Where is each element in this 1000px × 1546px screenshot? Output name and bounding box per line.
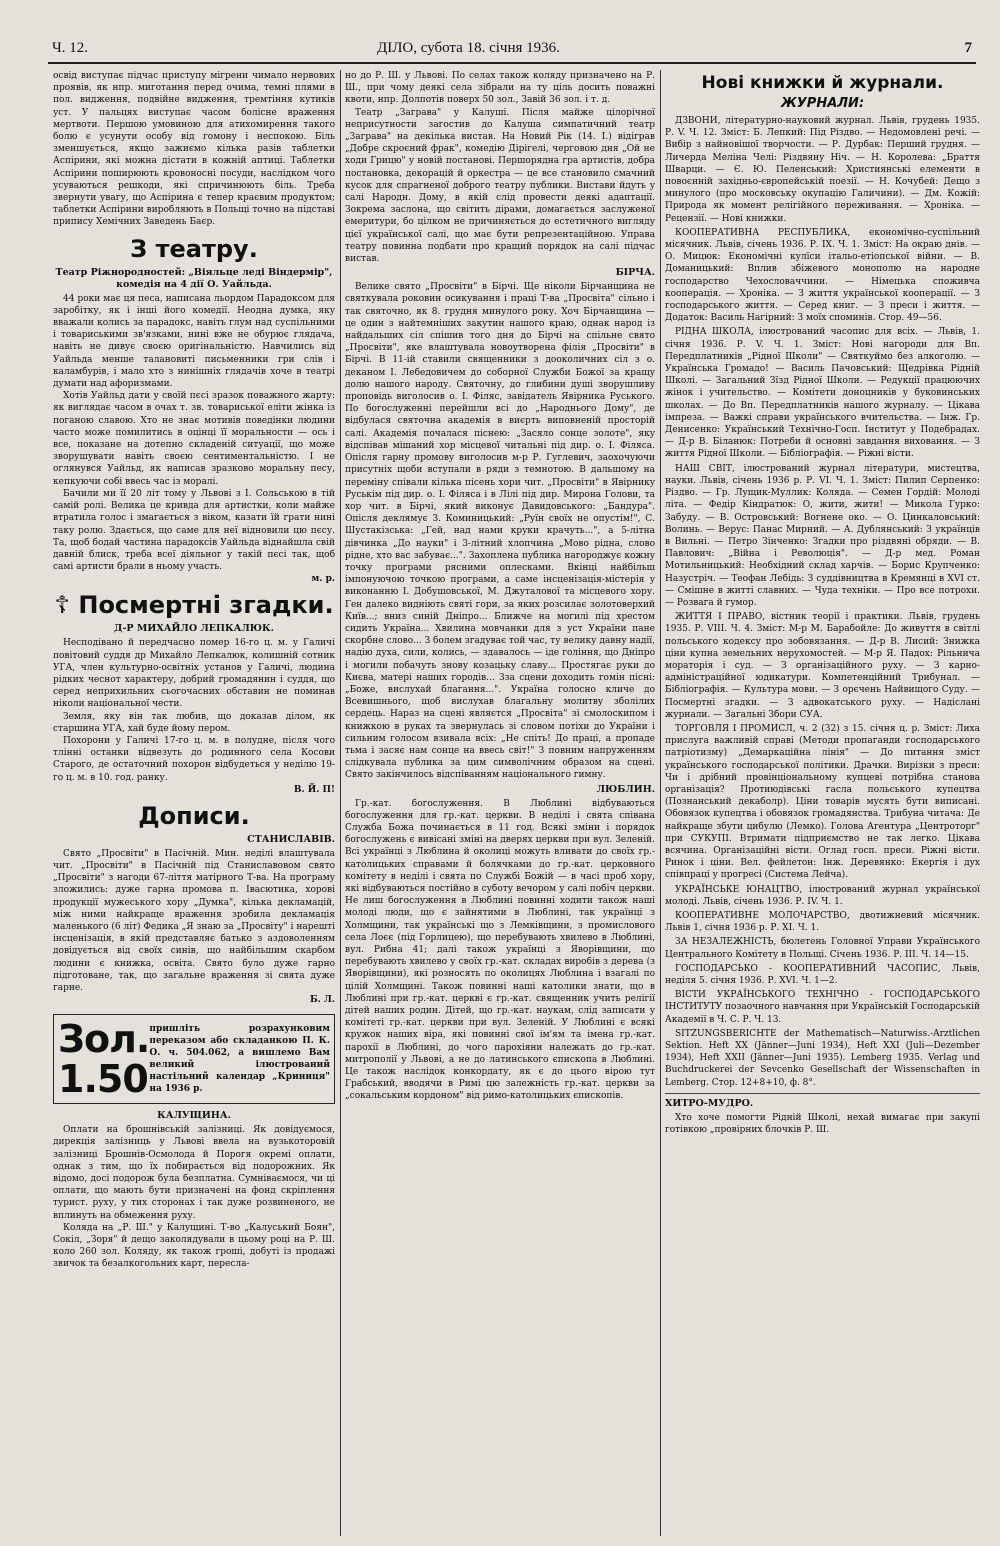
- page-number: 7: [964, 40, 972, 56]
- masthead-date: ДІЛО, субота 18. січня 1936.: [377, 40, 560, 56]
- ad-text: пришліть розрахунковим переказом або складанкою П. К. О. ч. 504.062, а вишлемо Вам великий ілюстрований настільний календар „Криниця" на 1936 р.: [149, 1024, 330, 1095]
- orthodox-cross-icon: ☦: [54, 591, 70, 620]
- journals-subtitle: ЖУРНАЛИ:: [780, 96, 865, 111]
- books-section-title: Нові книжки й журнали.: [701, 73, 944, 93]
- column-right: [665, 70, 980, 1536]
- obituary-name: Д-Р МИХАЙЛО ЛЕПКАЛЮК.: [114, 623, 274, 635]
- kalush-continuation: но до Р. Ш. у Львові. По селах також коляду призначено на Р. Ш., при чому деякі села зібрали на ту ціль досить поважні квоти, нпр. Долпотів поверх 50 зол., Завій 36 зол. і т. д.: [345, 71, 655, 106]
- journal-entry: КООПЕРАТИВНЕ МОЛОЧАРСТВО, двотижневий місячник. Львів 1, січня 1936 р. Р. XI. Ч. 1.: [665, 911, 980, 934]
- theatre-review-subtitle: Театр Ріжнородностей: „Віяльце леді Віндермір", комедія на 4 дії О. Уайльда.: [55, 266, 333, 290]
- dateline-stanyslaviv: СТАНИСЛАВІВ.: [247, 833, 335, 845]
- dopysy-signature: Б. Л.: [309, 995, 335, 1006]
- journal-list: [665, 115, 980, 1089]
- khytro-paragraph: Хто хоче помогти Рідній Школі, нехай вимагає при закупі готівкою „провірних блочків Р. Ш.: [665, 1112, 980, 1136]
- journal-entry: ДЗВОНИ, літературно-науковий журнал. Львів, грудень 1935. Р. V. Ч. 12. Зміст: Б. Лепкий: Під Різдво. — Недомовлені речі. — Вибір з найновішої творчости. — Р. Дурбак: Перший грудня. — Личерда Меліна Челі: Різдвяну Ніч. — Н. Королева: „Браття Шварци. — Є. Ю. Пеленський: Християнські елементи в повоєнній західньо-європейській поезії. — Н. Кочубей: Дещо з минулого (про московську окупацію Галичини). — Дм. Кожій: Природа як момент релігійного переживання. — Хроніка. — Рецензії. — Нові книжки.: [665, 116, 980, 224]
- obituary-paragraph: Земля, яку він так любив, що доказав ділом, як старшина УГА, хай буде йому пером.: [53, 711, 335, 734]
- khytro-title: ХИТРО-МУДРО.: [665, 1097, 754, 1109]
- journal-entry: ЖИТТЯ І ПРАВО, вістник теорії і практики. Львів, грудень 1935. Р. VIII. Ч. 4. Зміст: М-р М. Барабойле: До живуття в світлі польського кодексу про зобовязання. — Д-р В. Лисий: Знижка ціни купна земельних нерухомостей. — М-р Я. Падох: Рільнича мораторія і суд. — З організаційного руху. — З карно-адміністраційної юдикатури. Компетенційний Трибунал. — Бібліографія. — Культура мови. — З орєчень Найвищого Суду. — Посмертні згадки. — З адвокатського руху. — Надіслані журнали. — Загальні Збори СУА.: [665, 612, 980, 720]
- journal-entry: ГОСПОДАРСЬКО - КООПЕРАТИВНИЙ ЧАСОПИС, Львів, неділя 5. січня 1936. Р. XVI. Ч. 1—2.: [665, 963, 980, 987]
- ad-price: Зол. 1.50: [58, 1017, 150, 1102]
- theatre-signature: м. р.: [311, 574, 335, 585]
- calendar-advertisement: [53, 1014, 335, 1104]
- kalush-paragraph: Коляда на „Р. Ш." у Калущині. Т-во „Калуський Боян", Сокіл, „Зоря" й дещо заколядували в цьому році на Р. Ш. коло 260 зол. Коляду, як також гроші, добуті із продажі звичок та безалкогольних карт, пересла-: [53, 1222, 335, 1270]
- obituary-paragraph: Похорони у Галичі 17-го ц. м. в полудне, після чого тлінні останки відвезуть до родинного села Косови Старого, де остаточний похорон відбудеться у неділю 19-го ц. м. в 10. год. ранку.: [53, 735, 335, 783]
- obituary-paragraph: Несподівано й передчасно помер 16-го ц. м. у Галичі повітовий суддя др Михайло Лепкалюк, колишній сотник УГА, член культурно-освітніх установ у Галичі, людина рідких чеснот характеру, добрий громадянин і суддя, що серед неприхильних сьогочасних обставин не поминав ніколи національної чести.: [53, 638, 335, 710]
- dopysy-paragraph: Свято „Просвіти" в Пасічній. Мин. неділі влаштувала чит. „Просвіти" в Пасічній під Станиславовом свято „Просвіти" з нагоди 67-ліття матірного Т-ва. На програму зложились: дуже гарна промова п. Івасютика, хорові продукції мужеського хору „Думка", кілька декламацій, між ними найкраще враження зробила декламація маленького (6 літ) Федика „Я знаю за „Просвіту" і нарешті інсценізація, в якій представляє батько з аздоволенням довідується від своїх синів, що найбільшим скарбом людини є книжка, освіта. Свято було дуже гарно підготоване, так, що загальне враження зі свята дуже гарне.: [53, 848, 335, 993]
- dopysy-section-title: Дописи.: [138, 801, 250, 830]
- journal-entry: ТОРГОВЛЯ І ПРОМИСЛ, ч. 2 (32) з 15. січня ц. р. Зміст: Лиха прислуга важливій справі (Методи пропаганди господарського патріотизму) „Демаркаційна лінія" — До питання зміст українського господарської політики. Драчки. Вирізки з преси: Чи і дрібний провінціональному купцеві потрібна станова організація? Протиюдівські гасла польського купецтва (Познанський декаболр). Ціни товарів мусять бути виписані. Обовязок купецтва і обовязок громадянства. Трибуна читача: Де найкраще збути цибулю (Лемко). Голова Агентура „Центроторг" при СУКУПІ. Втримати підприємство не так легко. Цікава всячина. Організаційні вісти. Оглад госп. преси. Ріжні вісти. Ринок і ціни. Вел. фейлетон: Інж. Деревянко: Екергія і дух співпраці у прогресі (Система Лейча).: [665, 723, 980, 881]
- zahrava-paragraph: Театр „Заграва" у Калуші. Після майже цілорічної неприсутности загостив до Калуша симпатичний театр „Заграва" на декілька вистав. На Новий Рік (14. І.) відіграв „Добре скроєний фрак", комедію Дірігелі, черговою дня „Ой не ходи Грицю" у новій постанові. Першорядна гра артистів, добра постановка, декорацій й оркестра — це все становило смачний кусок для спрагненої доброго театру публики. Вистави йдуть у салі Народн. Дому, в якій слід провести деякі адаптації. Зокрема заслона, що світить дірами, домагається заслуженої емеритури, бо цілком не причиняється до естетичного вигляду цієї української салі, що має бути репрезентаційною. Управа театру повинна подбати про кращий порядок на салі підчас вистав.: [345, 107, 655, 265]
- theatre-paragraph: 44 роки має ця песа, написана льордом Парадоксом для заробітку, як і інші його комедії. Неодна думка, яку вважали колись за парадокс, навіть глум над суспільними і товариськими зв'язками, нині вже не обурює глядача, навіть не дивує своєю оригінальністю. Навчились від Уайльда менше талановиті письменники гри слів і каламбурів, і мало хто з нинішніх глядачів хоче в театрі думати над афоризмами.: [53, 293, 335, 390]
- dateline-bircha: БІРЧА.: [615, 267, 655, 279]
- obituary-title-text: Посмертні згадки.: [78, 591, 334, 620]
- aspirin-article-text: освід виступає підчас приступу мігрени чимало нервових проявів, як нпр. миготання перед очима, темні плями в пол. видження, подвійне видження, тремтіння кутиків уст. У пальцях виступає часом болісне враження мертвоти. Першою умовиною для атихомирення такого болю є усунути особу від гомону і неспокою. Біль зменшується, якщо зажиємо кілька разів таблетки Аспірини, які можна дістати в кожній аптиці. Таблетки Аспірини поширюють кровоносні посуди, наслідком чого усуваються решкоди, які спричинюють біль. Треба звернути увагу, що Аспірина є тепер краєвим продуктом; таблетки Аспірини виробляють в Польщі точно на підставі припису Хемічних Заведень Баєр.: [53, 71, 335, 228]
- journal-entry: НАШ СВІТ, ілюстрований журнал літератури, мистецтва, науки. Львів, січень 1936 р. Р. VI. Ч. 1. Зміст: Пилип Серпенко: Різдво. — Гр. Лущик-Муллик: Коляда. — Семен Гордій: Молоді літа. — Федір Кіндратюк: О, жити, жити! — Микола Гурко: Забуду. — В. Островський: Вогнене око. — О. Цинкаловський: Волинь. — Верус: Панас Мирний. — А. Дублянський: З українців в Вильні. — Петро Зінченко: Згадки про різдвяні обряди. — В. Павлович: „Війна і Революція". — Д-р мед. Роман Мотильницький: Необхідний склад харчів. — Борис Крупченко: Назустріч. — Теофан Лебідь: З суддівництва в Кремянці в XVI ст. — Смішне в житті славних. — Чуда техніки. — Про все потрохи. — Розвага й гумор.: [665, 463, 980, 608]
- kalush-paragraph: Оплати на брошнівській залізниці. Як довідуємося, дирекція залізниць у Львові ввела на вузькоторовій залізниці Брошнів-Осмолода й Порогя окремі оплати, однак з тим, що їх побирається від подорожних. Як відомо, досі подорож була безплатна. Сумніваємося, чи ці оплати, що мають бути призначені на фонд скріплення турист. руху, у тих сторонах і так дуже розвиненого, не вплинуть на обмеження руху.: [53, 1125, 335, 1221]
- page-header: [52, 40, 972, 60]
- journal-entry: SITZUNGSBERICHTE der Mathematisch—Naturwiss.-Arztlichen Sektion. Heft XX (Jänner—Juni 1934), Heft XXI (Juli—Dezember 1934), Heft XXII (Jänner—Juni 1935). Lemberg 1935. Verlag und Buchdruckerei der Sevcenko Gesellschaft der Wissenschaften in Lemberg. Стор. 12+8+10, ф. 8°.: [665, 1028, 980, 1088]
- column-left: [53, 70, 335, 1536]
- theatre-paragraph: Бачили ми її 20 літ тому у Львові з І. Сольською в тій самій ролі. Велика це кривда для артистки, коли майже втратила голос і змагається з віком, казати їй грати нині таку ролю. Здається, що саме для неї відновили цю пєсу. Та, щоб бодай частина парадоксів Уайльда віднайшла свій давній блиск, треба всеї діяльног у такій пєсі так, щоб самі артисти брали в ньому участь.: [53, 488, 335, 573]
- column-divider: [660, 70, 661, 1536]
- journal-entry: КООПЕРАТИВНА РЕСПУБЛИКА, економічно-суспільний місячник. Львів, січень 1936. Р. IX. Ч. 1. Зміст: На окраю днів. — О. Мицюк: Економічні кулїси італьо-етіопської війни. — В. Доманицький: Вплив збіжевого монополю на народне господарство Чехословаччини. — Німецька споживча кооперація. — Хроніка. — З життя української кооперації. — З господарського життя. — Серед книг. — З преси і життя. — Додаток: Василь Нагірний: З моїх споминів. Стор. 49—56.: [665, 227, 980, 324]
- obituary-rip: В. Й. П!: [293, 784, 335, 795]
- journal-entry: ВІСТИ УКРАЇНСЬКОГО ТЕХНІЧНО - ГОСПОДАРСЬКОГО ІНСТИТУТУ позаочного навчання при Українській Господарській Академії в Ч. С. Р. Ч. 13.: [665, 990, 980, 1025]
- journal-entry: ЗА НЕЗАЛЕЖНІСТЬ, бюлетень Головної Управи Українського Центрального Комітету в Польщі. Січень 1936. Р. ІІІ. Ч. 14—15.: [665, 937, 980, 960]
- journal-entry: УКРАЇНСЬКЕ ЮНАЦТВО, ілюстрований журнал української молоді. Львів, січень 1936. Р. IV. Ч. 1.: [665, 884, 980, 907]
- theatre-section-title: З театру.: [130, 234, 258, 263]
- theatre-paragraph: Хотів Уайльд дати у своїй пєсі зразок поважного жарту: як виглядає часом в очах т. зв. товариської еліти жінка із поганою славою. Хто не знає мотивів поведінки людини часто може помилитись в оцінці її моральности — ось і все, показане на дотепно складеній ситуації, що може зворушувати навіть своєю сентиментальністю. І не оглянувся Уайльд, як написав зразково моральну песу, кепкуючи собі ввесь час із моралі.: [53, 391, 335, 487]
- dateline-lublin: ЛЮБЛИН.: [596, 783, 655, 795]
- issue-number: Ч. 12.: [52, 40, 88, 56]
- column-divider: [340, 70, 341, 1536]
- journal-entry: РІДНА ШКОЛА, ілюстрований часопис для всіх. — Львів, 1. січня 1936. Р. V. Ч. 1. Зміст: Нові нагороди для Вп. Передплатників „Рідної Школи" — Святкуймо без алкоголю. — Українська Громадо! — Василь Пачовський: Щедрівка Рідній Школі. — Загальний Зїзд Рідної Школи. — Редукції працюючих жінок і учительство. — Комітети доноцників у буковинських школах. — До Вп. Передплатників нашого журналу. — Цікава імпреза. — Важкі справи українського вчительства. — Інж. Гр. Денисенко: Український Технічно-Госп. Інститут у Подебрадах. — Д-р В. Біланюк: Потреби й основні завдання виховання. — З життя Рідної Школи. — Бібліографія. — Ріжні вісти.: [665, 327, 980, 460]
- bircha-paragraph: Велике свято „Просвіти" в Бірчі. Ще ніколи Бірчанщина не святкувала роковин осикування і праці Т-ва „Просвіта" сільно і так святочно, як 8. грудня минулого року. Хоч Бірчанщина — це один з найтемніших закутин нашого краю, однак народ із найдальших сіл спішив того дня до Бірчі на спільне свято „Просвіти", яке влаштувала новоутворена філія „Просвіти" в Бірчі. В 11-ій ставили священники з дооколичних сіл з о. деканом І. Лебедовичем до соборної Служби Божої за кращу долю нашого народу. Святочну, до глибини душі зворушливу проповідь виголосив о. І. Філяс, завідатель Явірника Руського. По богослуженні перейшли всі до „Народнього Дому", де відбулася святочна академія в виєрть виповненій просторій салі. Академія почалася піснею: „Засяло сонце золоте", яку відспівав мішаний хор місцевої читальні під дир. о. І. Філяса. Опісля гарну промову виголосив м-р Р. Гуглевич, заохочуючи присутніх щоби вступали в ряди з темнотою. В дальшому на переміну співали кілька пісень хори чит. „Просвіти" в Явірнику Руськім під дир. о. І. Філяса і в Лілі під дир. Мирона Голови, та хор чит. в Бірчі, який виконує Давидовського: „Бандура". Опісля деклямує З. Коминицький: „Руїн своїх не опустім!", С. Шустакізська: „Гей, над нами круки крачуть...", а 5-літна дівчинка „До науки" і 3-літний хлопчина „Мово рідна, слово рідне, хто вас забуває...". Захоплена публика нагороджує кожну точку програми рясними оплесками. Вкінці найбільш імпонуючою точкою програми, а саме інсценізація-містерія у виконанню І. Добушовської, М. Джуталової та місцевого хору. Ген далеко видніють святі гори, за яких розсилає золотоверхий Київ...; вниз синій Дніпро... Ближче на могилі під хрестом сидить Україна... Хвилина мовчанки для з уст України пане скорбне слово... З болем згадуває той час, ту велику давну надії, надію духа, сили, колись, — здавалось — іде гоління, що Дніпро і могили побачуть знову козацьку славу... Простягає руки до Києва, матері наших городів... Зза сцени доходить гомін пісні: „Боже, вислухай благання...". Україна голосно кличе до Всевишнього, щоб вислухав благальну молитву зболілих сердець. Нараз на сцені являєтся „Просвіта" зі смолоскипом і книжкою в руках та звернулась зі словом потіхи до України і сильним голосом взивала всіх: „Не спіть! До праці, а пропаде тьма і засяє нам сонце на ввесь світ!" З повним напруженням слідкувала публика за цим символічним образом на сцені. Свято закінчилось відспіванням національного гимну.: [345, 282, 655, 781]
- obituary-section-title: [53, 591, 335, 619]
- dateline-kalushchyna: КАЛУЩИНА.: [157, 1110, 231, 1122]
- column-middle: [345, 70, 655, 1536]
- lublin-paragraph: Гр.-кат. богослуження. В Люблині відбуваються богослуження для гр.-кат. церкви. В неділі і свята співана Служба Божа починається в 11 год. Всякі зміни і порядок богослужень є вивісані зміні на дверях церкви при вул. Зеленій. Всі українці з Люблина й околиці можуть вливати до своїх гр.-католицьких справами й болячками до гр.-кат. церковного комітету в неділі і свята по Службі Божій — в часі проб хору, які відбуваються постійно в суботу вечором у салі побіч церкви. Не лиш богослуження в Люблині повинні ходити також наші молоді люди, що є зайнятими в Люблині, так українці з Холмщини, так українські що з Лемківщини, з промислового села Лоєє (під Горлицею), що перебувають хвилево в Люблині, вул. Рибна 41; далі також українці з Яворівщини, що перебувають хвилево у своїх гр.-кат. складах виробів з дерева (з Яворівщини), які розносять по околицях Люблина і взагалі по цілій Холмщині. Також повинні наші католики знати, що в Люблині при гр.-кат. церкві є гр.-кат. священник учить релігії дітей наших родин. Дітей, що гр.-кат. наукам, слід записати у комітеті гр.-кат. церкви при вул. Зеленій. У Люблині є всякі кружок наших віра, які повинні свої ім'ям та імена гр.-кат. парохії в Люблині, до чого парохіяни належать до гр.-кат. митрополії у Львові, а не до латинського єпископа в Люблині. Це також наслідок конкордату, як є до цього вірою тут Грабський, вводячи в Римі цю залежність гр.-кат. церкви за „сокальським кордоном" від римо-католицьких єпископів.: [345, 798, 655, 1102]
- section-divider: [665, 1093, 980, 1094]
- header-rule: [48, 62, 976, 64]
